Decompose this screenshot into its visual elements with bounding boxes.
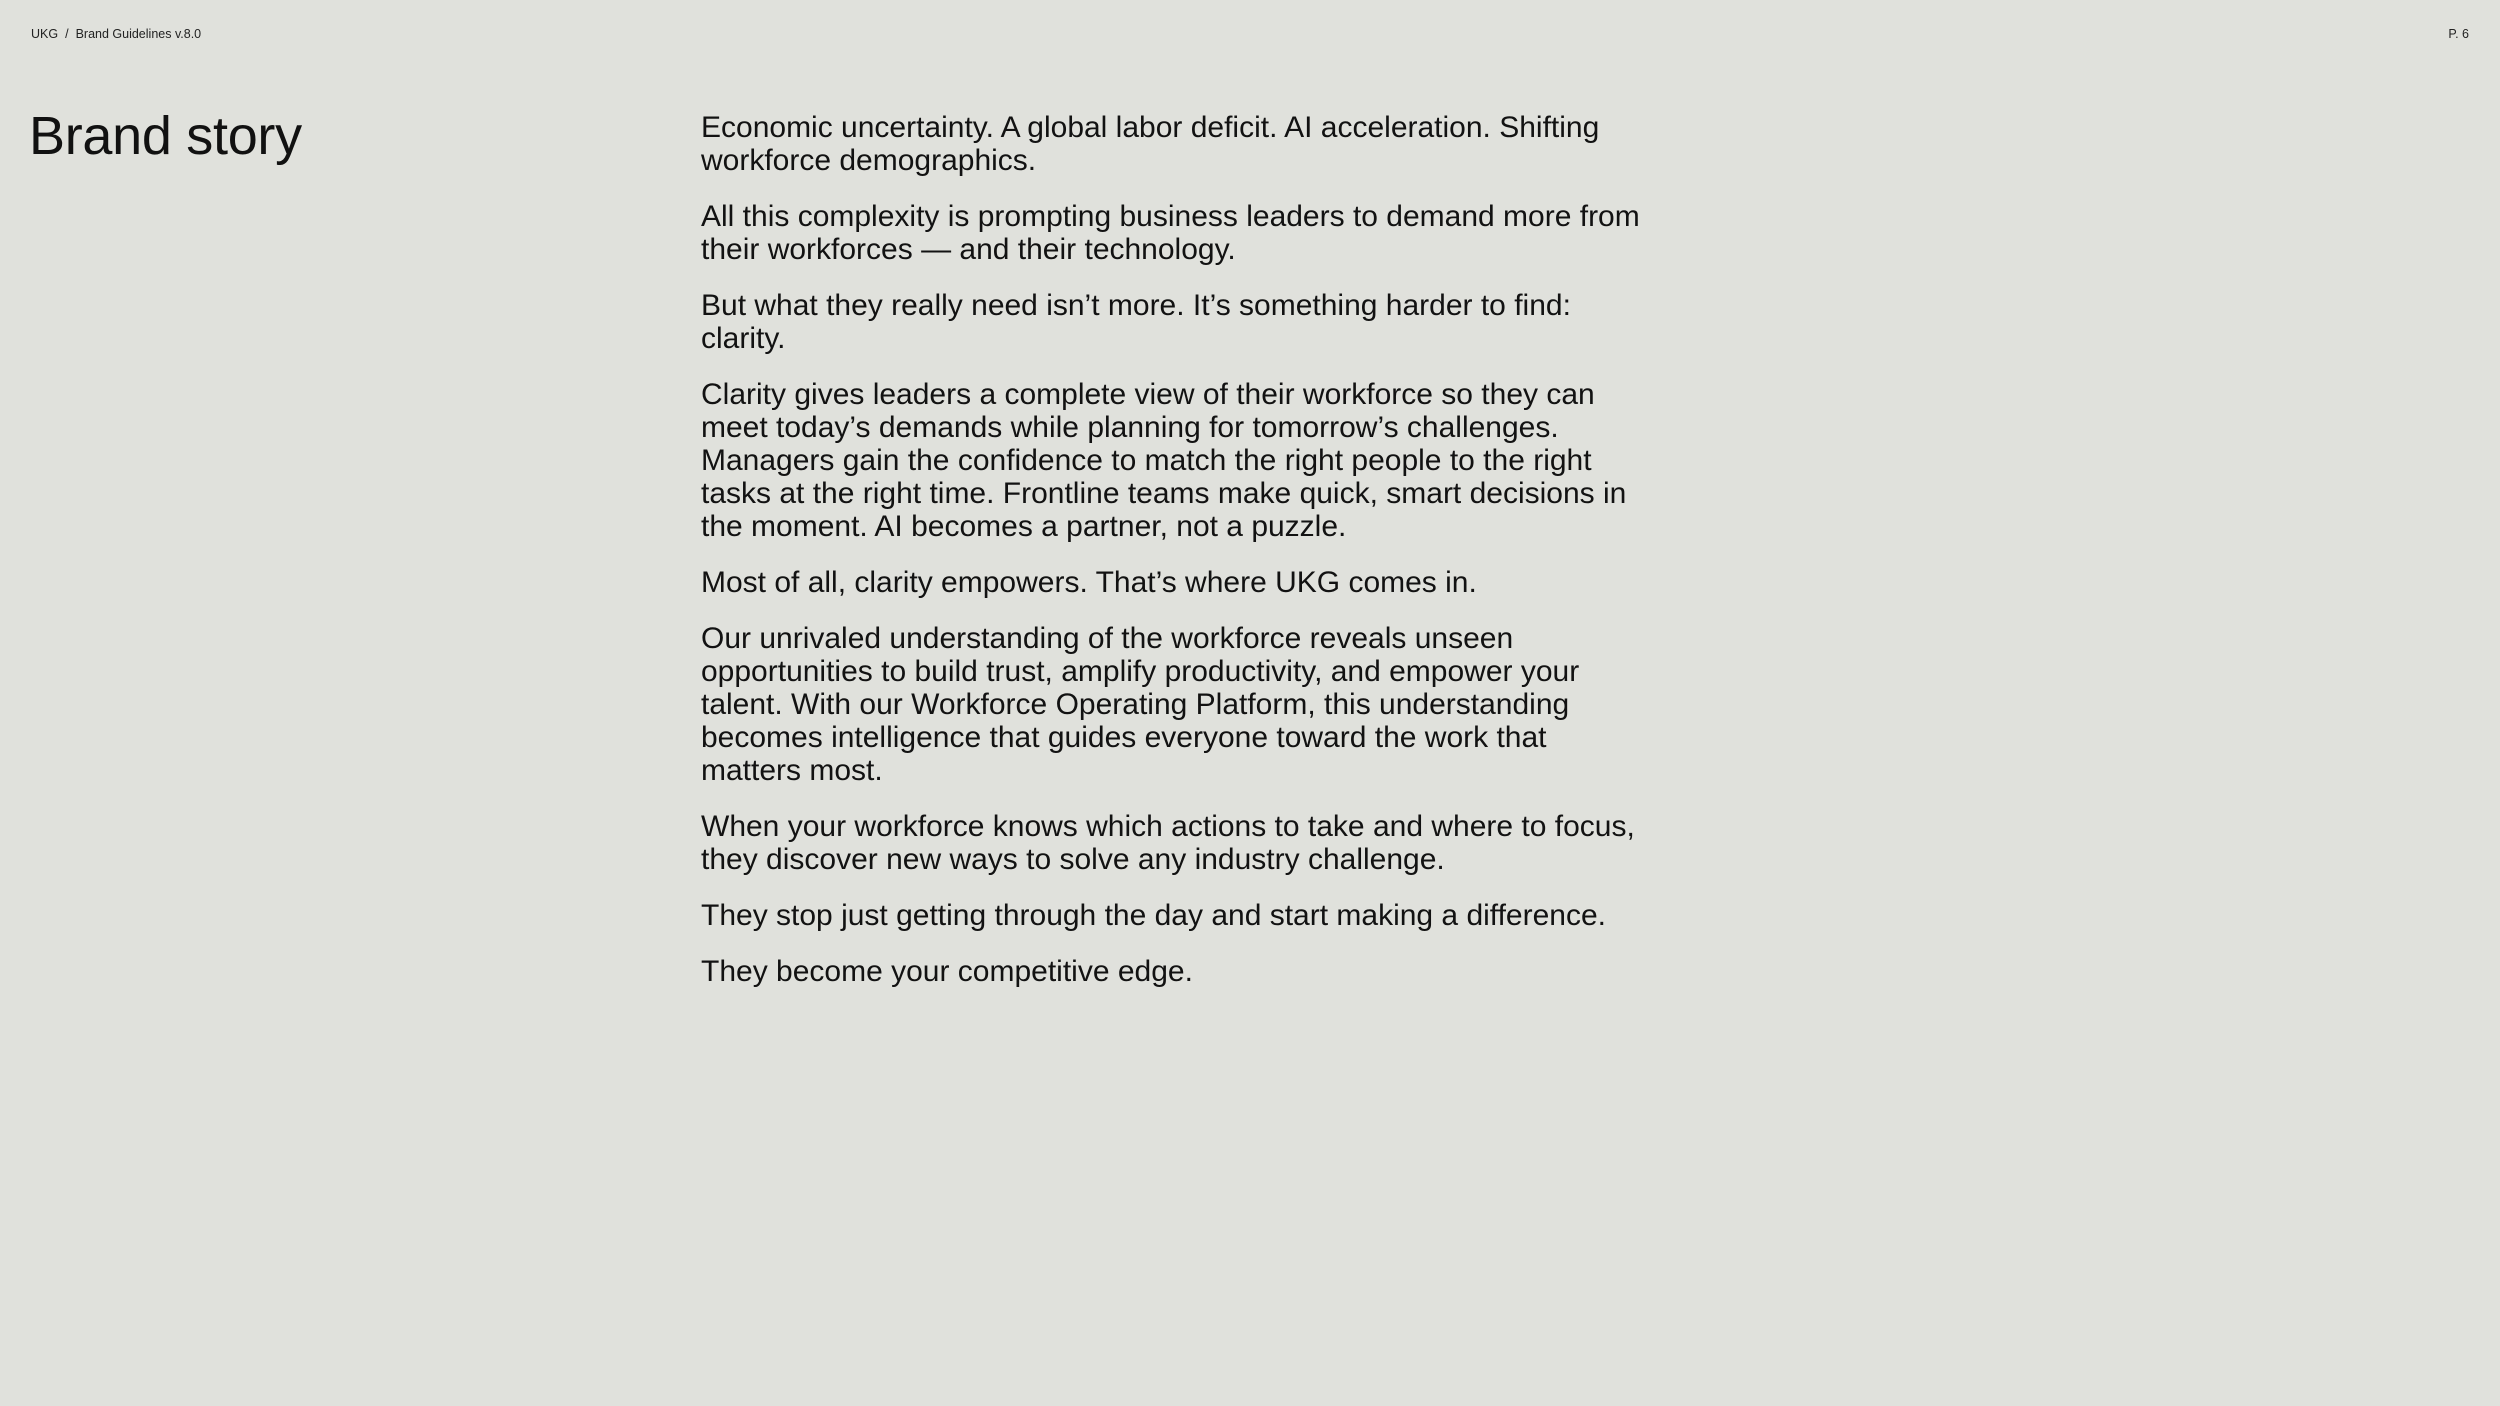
page-header <box>31 26 2469 46</box>
page-title: Brand story <box>29 106 302 166</box>
brand-story-body <box>701 111 1641 1011</box>
story-paragraph: Clarity gives leaders a complete view of their workforce so they can meet today’s demands while planning for tomorrow’s challenges. Managers gain the confidence to match the right people to the right tasks at the right time. Frontline teams make quick, smart decisions in the moment. AI becomes a partner, not a puzzle. <box>701 378 1627 543</box>
story-paragraph: But what they really need isn’t more. It’s something harder to find: clarity. <box>701 289 1571 355</box>
story-paragraph: All this complexity is prompting business leaders to demand more from their workforces — and their technology. <box>701 200 1640 266</box>
page-number: P. 6 <box>2448 27 2469 41</box>
story-paragraph: When your workforce knows which actions to take and where to focus, they discover new ways to solve any industry challenge. <box>701 810 1635 876</box>
story-paragraph: Most of all, clarity empowers. That’s where UKG comes in. <box>701 566 1477 599</box>
story-paragraph: Our unrivaled understanding of the workforce reveals unseen opportunities to build trust, amplify productivity, and empower your talent. With our Workforce Operating Platform, this understanding becomes intelligence that guides everyone toward the work that matters most. <box>701 622 1580 787</box>
breadcrumb-document: Brand Guidelines v.8.0 <box>75 27 202 41</box>
story-paragraph: Economic uncertainty. A global labor deficit. AI acceleration. Shifting workforce demographics. <box>701 111 1600 177</box>
breadcrumb <box>31 26 201 42</box>
story-paragraph: They become your competitive edge. <box>701 955 1193 988</box>
story-paragraph: They stop just getting through the day and start making a difference. <box>701 899 1606 932</box>
breadcrumb-separator: / <box>65 27 69 41</box>
breadcrumb-brand: UKG <box>31 27 59 41</box>
